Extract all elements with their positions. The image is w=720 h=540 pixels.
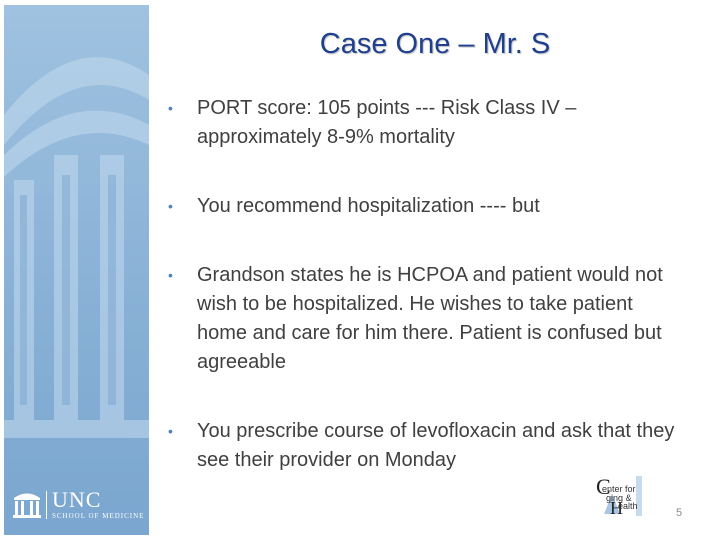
slide-title: Case One – Mr. S (319, 28, 551, 60)
sidebar-panel (4, 5, 149, 535)
logo-line-2: ging & (606, 493, 632, 503)
bullet-dot: • (168, 267, 173, 283)
unc-wordmark: UNC (52, 487, 102, 512)
bullet-item (168, 94, 688, 152)
old-well-watermark-icon (4, 5, 149, 475)
unc-school-of-medicine-logo (10, 485, 149, 525)
bullet-item (168, 261, 688, 377)
bullet-dot: • (168, 423, 173, 439)
bullet-item (168, 417, 688, 475)
school-of-medicine-wordmark: SCHOOL OF MEDICINE (52, 512, 145, 520)
logo-line-1: enter for (602, 484, 636, 494)
bullet-dot: • (168, 198, 173, 214)
logo-line-3: ealth (618, 501, 638, 511)
bullet-text: PORT score: 105 points --- Risk Class IV – approximately 8-9% mortality (197, 97, 577, 148)
svg-text:H: H (610, 498, 623, 516)
bullet-text: You recommend hospitalization ---- but (197, 195, 540, 217)
logo-divider (46, 491, 47, 519)
svg-text:C: C (596, 474, 611, 499)
bullet-text: You prescribe course of levofloxacin and ask that they see their provider on Monday (197, 420, 675, 471)
bullet-list (168, 94, 688, 475)
old-well-logo-icon (12, 489, 42, 519)
bullet-text: Grandson states he is HCPOA and patient would not wish to be hospitalized. He wishes to take patient home and care for him there. Patient is confused but agreeable (197, 264, 663, 373)
slide-number: 5 (676, 507, 683, 519)
bullet-dot: • (168, 100, 173, 116)
bullet-item (168, 192, 688, 221)
center-for-aging-logo (596, 472, 658, 516)
